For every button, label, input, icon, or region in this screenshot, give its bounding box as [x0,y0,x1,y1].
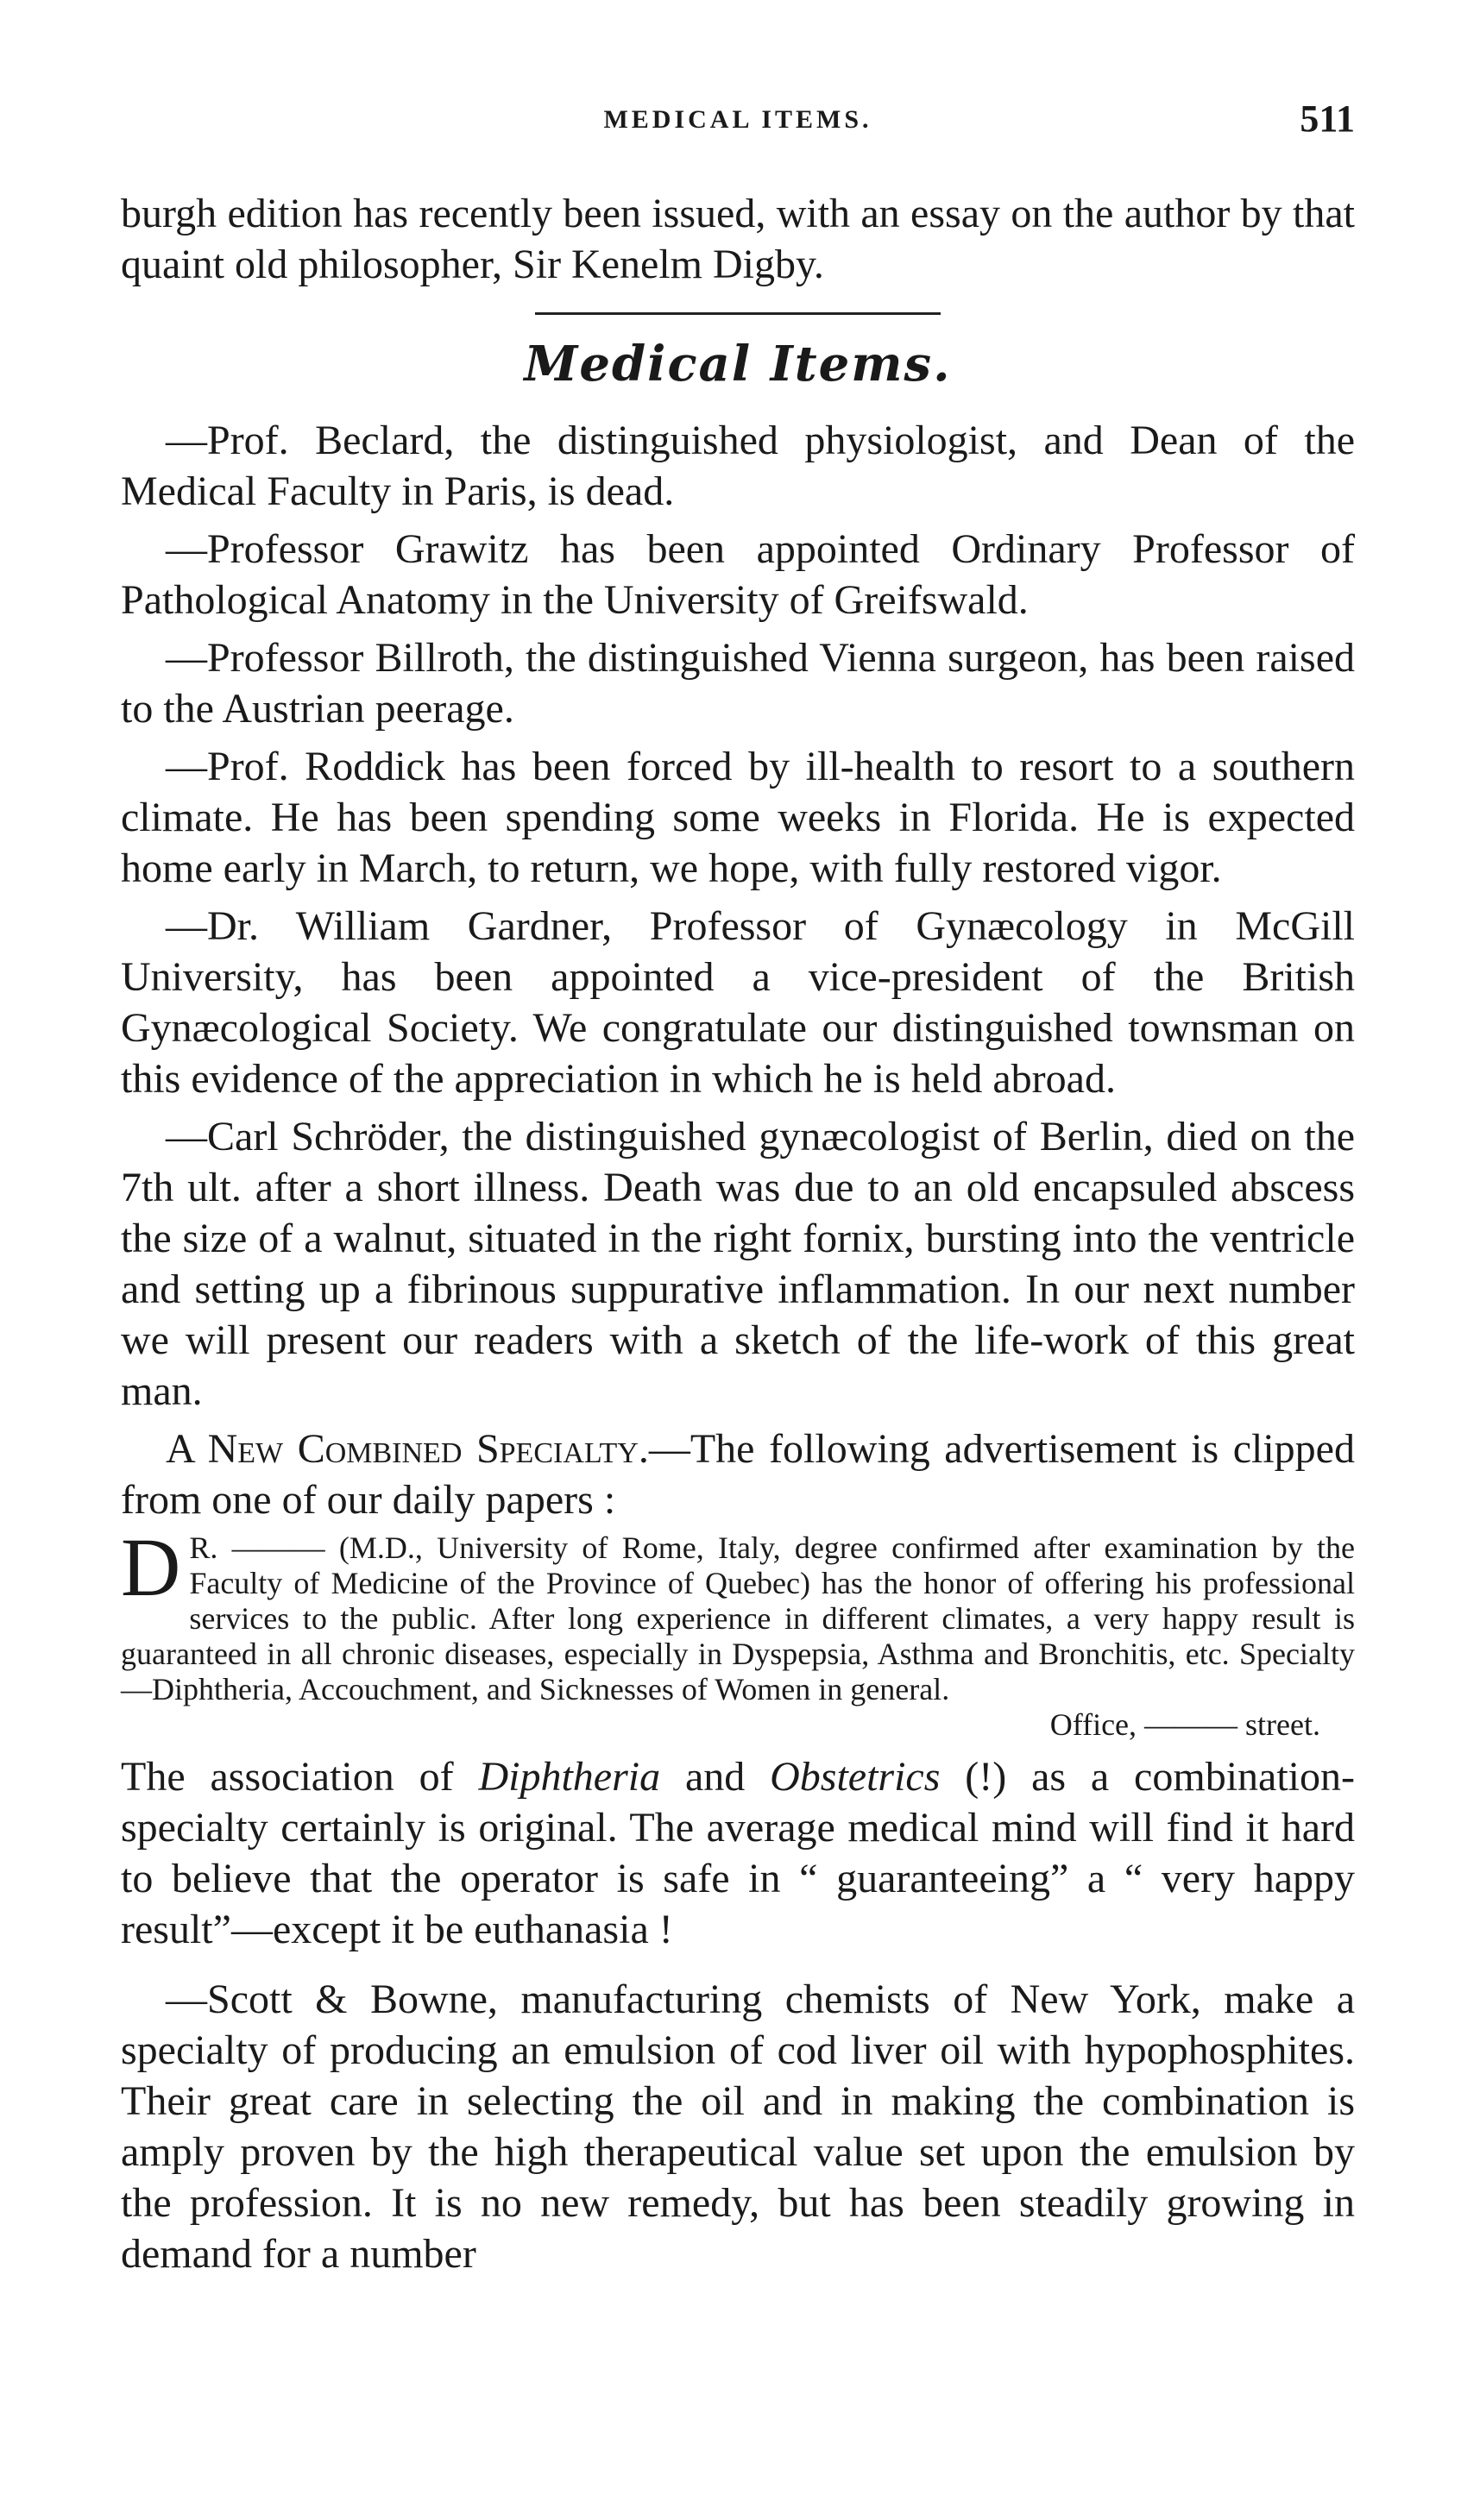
item-billroth: —Professor Billroth, the distinguished Vienna surgeon, has been raised to the Austrian peerage. [121,635,1355,732]
running-title: MEDICAL ITEMS. [603,105,872,134]
comment-text-2: and [660,1754,771,1800]
advert-text [121,1521,1355,1707]
section-title: Medical Items. [524,336,952,393]
advert-office: Office, ——— street. [1049,1707,1320,1742]
page-number: 511 [1300,97,1355,140]
item-gardner: —Dr. William Gardner, Professor of Gynæcology in McGill University, has been appointed a vice-president of the British Gynæcological Society. We congratulate our distinguished townsman on this evidence of the appreciation in which he is held abroad. [121,903,1355,1102]
advert-body: R. ——— (M.D., University of Rome, Italy, degree confirmed after examination by the Faculty of Medicine of the Province of Quebec) has the honor of offering his professional services to the public. After long experience in different climates, a very happy result is guaranteed in all chronic diseases, especially in Dyspepsia, Asthma and Bronchitis, etc. Specialty—Diphtheria, Accouchment, and Sicknesses of Women in general. [121,1530,1355,1706]
specialty-heading: A New Combined Specialty. [166,1426,649,1472]
continued-paragraph: burgh edition has recently been issued, with an essay on the author by that quaint old philosopher, Sir Kenelm Digby. [121,191,1355,287]
comment-text-1: The association of [121,1754,479,1800]
item-grawitz: —Professor Grawitz has been appointed Ordinary Professor of Pathological Anatomy in the University of Greifswald. [121,526,1355,623]
specialty-intro [121,1423,1355,1525]
advertisement [121,1521,1355,1743]
comment-obstetrics: Obstetrics [770,1754,941,1800]
specialty-comment [121,1751,1355,1955]
item-scott-bowne: —Scott & Bowne, manufacturing chemists of New York, make a specialty of producing an emulsion of cod liver oil with hypophosphites. Their great care in selecting the oil and in making the combination is amply proven by the high therapeutical value set upon the emulsion by the profession. It is no new remedy, but has been steadily growing in demand for a number [121,1976,1355,2277]
item-roddick: —Prof. Roddick has been forced by ill-health to resort to a southern climate. He has been spending some weeks in Florida. He is expected home early in March, to return, we hope, with fully restored vigor. [121,744,1355,891]
article-body [121,188,1355,2279]
item-schroder: —Carl Schröder, the distinguished gynæcologist of Berlin, died on the 7th ult. after a short illness. Death was due to an old encapsuled abscess the size of a walnut, situated in the right fornix, bursting into the ventricle and setting up a fibrinous suppurative inflammation. In our next number we will present our readers with a sketch of the life-work of this great man. [121,1114,1355,1414]
item-beclard: —Prof. Beclard, the distinguished physiologist, and Dean of the Medical Faculty in Paris, is dead. [121,418,1355,514]
section-divider [535,312,941,315]
comment-text-3: (!) as a combination-specialty certainly is original. The average medical mind will find it hard to believe that the operator is safe in “ guaranteeing” a “ very happy result”—except it be euthanasia ! [121,1754,1355,1952]
specialty-intro-text: —The following advertisement is clipped from one of our daily papers : [121,1426,1355,1523]
comment-diphtheria: Diphtheria [478,1754,661,1800]
page-header [121,97,1355,148]
advert-dropcap: D [121,1521,181,1613]
